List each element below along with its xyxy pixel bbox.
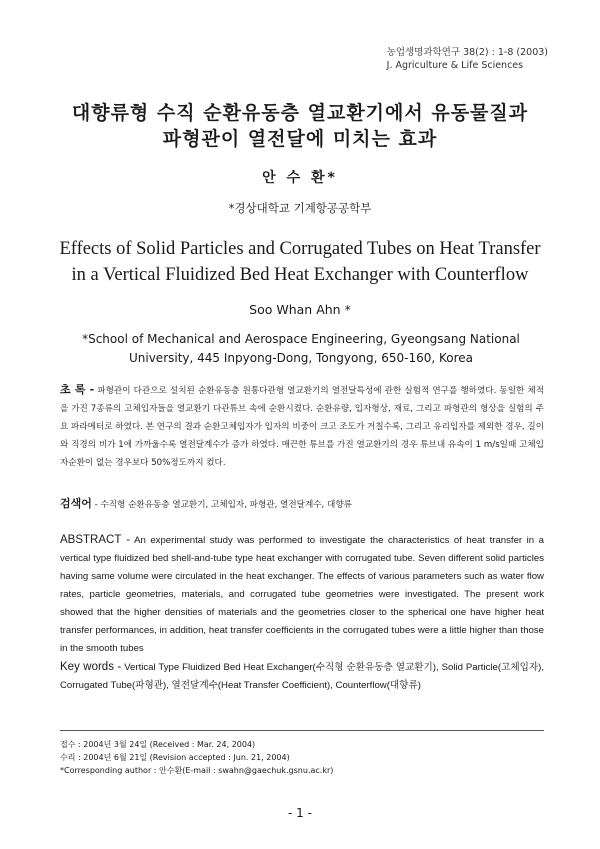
footnote-corresponding-author: *Corresponding author : 안수환(E-mail : swahn@gaechuk.gsnu.ac.kr) (60, 766, 334, 775)
title-korean (0, 100, 600, 152)
keywords-korean (60, 496, 544, 513)
author-korean: 안 수 환* (262, 170, 338, 186)
keywords-english-heading: Key words - (60, 661, 122, 673)
title-korean-line2: 파형관이 열전달에 미치는 효과 (162, 128, 438, 150)
affiliation-korean: *경상대학교 기계항공공학부 (228, 201, 372, 215)
abstract-english-text: An experimental study was performed to investigate the characteristics of heat transfer in a vertical type fluidized bed shell-and-tube type heat exchanger with corrugated tube. Seven different solid particles having same volume were circulated in the heat exchanger. The effects of various parameters such as water flow rates, particle geometries, materials, and corrugated tube geometries were investigated. The present work showed that the higher densities of materials and the geometries closer to the spherical one have higher heat transfer performances, in addition, heat transfer coefficients in the corrugated tubes were a little higher than those in the smooth tubes (60, 535, 544, 654)
keywords-korean-text: - 수직형 순환유동층 열교환기, 고체입자, 파형관, 열전달계수, 대향류 (94, 500, 352, 510)
abstract-english (60, 531, 544, 658)
title-english-line1: Effects of Solid Particles and Corrugated Tubes on Heat Transfer (59, 239, 541, 259)
abstract-korean-text: 파형관이 다관으로 설치된 순환유동층 원통다관형 열교환기의 열전달특성에 관한 실험적 연구를 행하였다. 동일한 체적을 가진 7종류의 고체입자들을 열교환기 다관튜브 속에 순환시켰다. 순환유량, 입자형상, 재료, 그리고 파형관의 형상을 실험의 주요 파라메터로 하였다. 본 연구의 결과 순환고체입자가 입자의 비중이 크고 조도가 거칠수록, 그리고 유리입자를 제외한 경우, 길이와 직경의 비가 1에 가까울수록 열전달계수가 증가 하였다. 매끈한 튜브를 가진 열교환기의 경우 튜브내 유속이 1 m/s일때 고체입자순환이 없는 경우보다 50%정도까지 컸다. (60, 386, 545, 468)
affiliation-english-line2: University, 445 Inpyong-Dong, Tongyong, 650-160, Korea (128, 351, 473, 365)
footnote-divider (60, 730, 544, 731)
journal-header (387, 46, 548, 72)
footnote-received: 접수 : 2004년 3월 24일 (Received : Mar. 24, 2004) (60, 740, 256, 749)
author-english: Soo Whan Ahn * (249, 302, 351, 317)
title-english-line2: in a Vertical Fluidized Bed Heat Exchanger with Counterflow (71, 265, 529, 285)
affiliation-english (66, 330, 536, 368)
abstract-korean (60, 381, 544, 472)
keywords-korean-heading: 검색어 (60, 497, 92, 510)
keywords-english (60, 658, 544, 695)
title-english (0, 236, 600, 288)
affiliation-english-line1: *School of Mechanical and Aerospace Engineering, Gyeongsang National (82, 332, 520, 346)
abstract-english-heading: ABSTRACT - (60, 534, 131, 546)
abstract-korean-heading: 초 록 - (60, 383, 95, 396)
keywords-english-text: Vertical Type Fluidized Bed Heat Exchanger(수직형 순환유동층 열교환기), Solid Particle(고체입자), Corrugated Tube(파형관), 열전달계수(Heat Transfer Coefficient), Counterflow(대향류) (60, 662, 544, 691)
journal-citation-ko: 농업생명과학연구 38(2) : 1-8 (2003) (386, 47, 548, 58)
footnote-revised: 수리 : 2004년 6월 21일 (Revision accepted : Jun. 21, 2004) (60, 753, 290, 762)
footnotes (60, 738, 333, 777)
journal-name-en: J. Agriculture & Life Sciences (386, 60, 524, 71)
title-korean-line1: 대향류형 수직 순환유동층 열교환기에서 유동물질과 (71, 102, 529, 124)
page-number: - 1 - (288, 806, 312, 820)
